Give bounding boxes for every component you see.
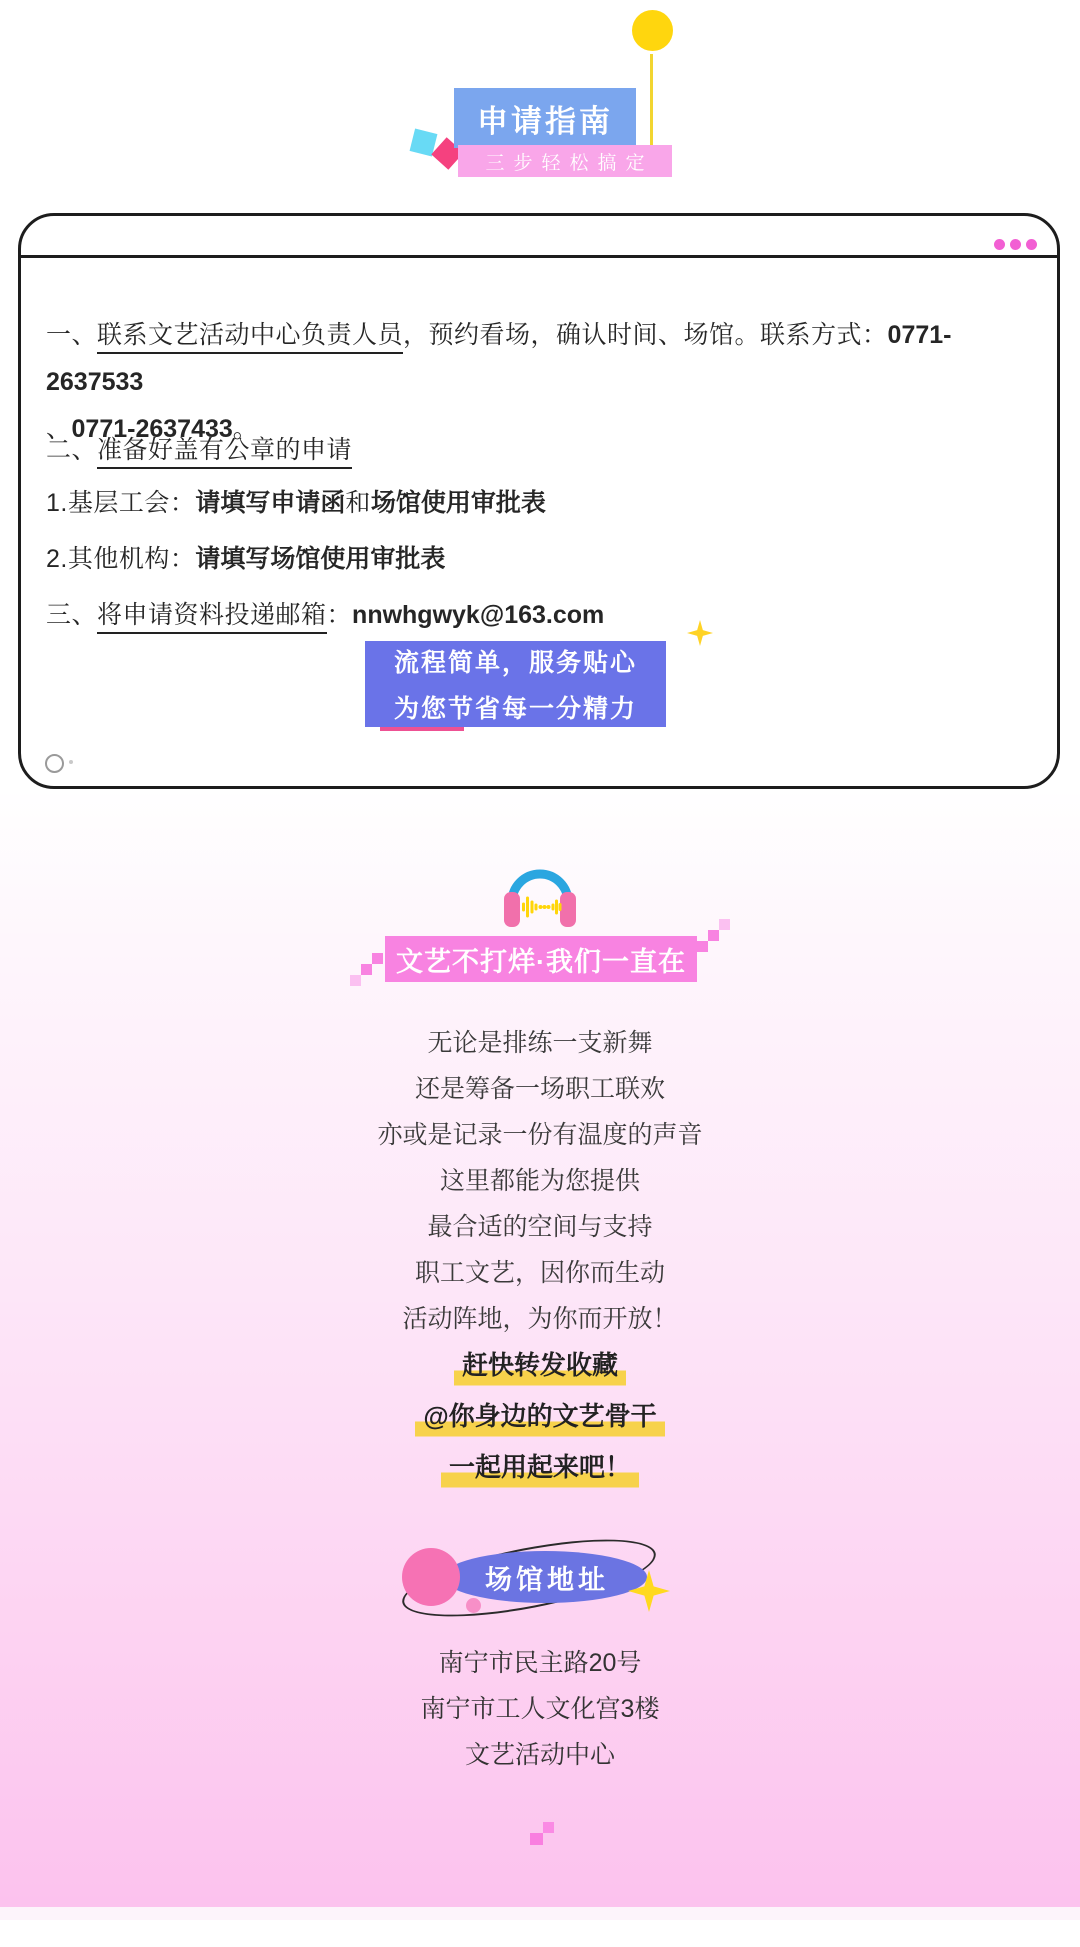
step-2 bbox=[46, 427, 1037, 474]
highlight-line bbox=[0, 1342, 1080, 1393]
phone-number-2: 0771-2637433 bbox=[71, 415, 233, 443]
art-line: 职工文艺，因你而生动 bbox=[414, 1259, 665, 1287]
pink-dot-decoration bbox=[466, 1598, 481, 1613]
window-dot-icon bbox=[1010, 239, 1021, 250]
footer-light-strip bbox=[0, 1907, 1080, 1920]
step-2-number: 二、 bbox=[46, 436, 98, 464]
highlight-text-block bbox=[0, 1342, 1080, 1495]
art-line: 这里都能为您提供 bbox=[439, 1167, 640, 1195]
art-line: 无论是排练一支新舞 bbox=[427, 1029, 653, 1057]
cta-line-2: 为您节省每一分精力 bbox=[393, 695, 637, 723]
email-address: nnwhgwyk@163.com bbox=[352, 601, 605, 629]
address-badge: 场馆地址 bbox=[443, 1551, 647, 1603]
art-line: 还是筹备一场职工联欢 bbox=[414, 1075, 665, 1103]
dot-decoration bbox=[69, 760, 73, 764]
cta-line-1: 流程简单，服务贴心 bbox=[393, 649, 637, 677]
window-dot-icon bbox=[1026, 239, 1037, 250]
highlight-text: 一起用起来吧！ bbox=[441, 1444, 639, 1490]
pixel-checker-decoration bbox=[361, 953, 383, 975]
address-line: 文艺活动中心 bbox=[464, 1741, 615, 1769]
highlight-line bbox=[0, 1444, 1080, 1495]
step-3-underlined: 将申请资料投递邮箱 bbox=[97, 601, 327, 634]
pixel-square-decoration bbox=[350, 975, 361, 986]
step-2-item-2 bbox=[46, 536, 1037, 583]
window-dot-icon bbox=[994, 239, 1005, 250]
page-subtitle: 三步轻松搞定 bbox=[458, 145, 672, 177]
circle-outline-decoration bbox=[45, 754, 64, 773]
step-2-item-1 bbox=[46, 480, 1037, 527]
highlight-line bbox=[0, 1393, 1080, 1444]
pixel-square-decoration bbox=[543, 1822, 554, 1833]
step-1-underlined: 联系文艺活动中心负责人员 bbox=[97, 321, 403, 354]
window-titlebar bbox=[21, 216, 1057, 258]
art-banner-title: 文艺不打烊·我们一直在 bbox=[385, 936, 697, 982]
step-3-colon: ： bbox=[326, 601, 353, 629]
pixel-square-decoration bbox=[530, 1833, 543, 1845]
phone-separator: 、 bbox=[46, 415, 72, 443]
headphones-icon bbox=[500, 858, 580, 932]
phone-number-1: 0771-2637533 bbox=[46, 321, 952, 396]
item-1-prefix: 1.基层工会： bbox=[46, 489, 196, 517]
item-2-bold: 请填写场馆使用审批表 bbox=[195, 545, 446, 573]
highlight-text: 赶快转发收藏 bbox=[454, 1342, 626, 1388]
window-dots bbox=[994, 239, 1037, 250]
step-1-text: ，预约看场，确认时间、场馆。联系方式： bbox=[403, 321, 888, 349]
address-text-block bbox=[0, 1640, 1080, 1778]
address-line: 南宁市民主路20号 bbox=[438, 1649, 642, 1677]
art-line: 活动阵地，为你而开放！ bbox=[402, 1305, 678, 1333]
item-1-bold-1: 请填写申请函 bbox=[195, 489, 346, 517]
pixel-square-decoration bbox=[719, 919, 730, 930]
art-line: 亦或是记录一份有温度的声音 bbox=[377, 1121, 703, 1149]
pixel-checker-decoration bbox=[697, 930, 719, 952]
cta-banner bbox=[365, 641, 666, 727]
pink-circle-decoration bbox=[402, 1548, 460, 1606]
step-2-underlined: 准备好盖有公章的申请 bbox=[97, 436, 352, 469]
art-line: 最合适的空间与支持 bbox=[427, 1213, 653, 1241]
page-title: 申请指南 bbox=[454, 88, 636, 148]
step-3 bbox=[46, 592, 1037, 639]
item-1-mid: 和 bbox=[345, 489, 371, 517]
address-line: 南宁市工人文化宫3楼 bbox=[420, 1695, 660, 1723]
balloon-string-line bbox=[650, 54, 653, 148]
yellow-circle-decoration bbox=[632, 10, 673, 51]
application-steps-card bbox=[18, 213, 1060, 789]
item-2-prefix: 2.其他机构： bbox=[46, 545, 196, 573]
highlight-text: @你身边的文艺骨干 bbox=[415, 1393, 664, 1439]
art-text-block bbox=[0, 1020, 1080, 1342]
step-3-number: 三、 bbox=[46, 601, 98, 629]
step-1-number: 一、 bbox=[46, 321, 98, 349]
step-1-period: 。 bbox=[232, 415, 259, 443]
item-1-bold-2: 场馆使用审批表 bbox=[370, 489, 546, 517]
